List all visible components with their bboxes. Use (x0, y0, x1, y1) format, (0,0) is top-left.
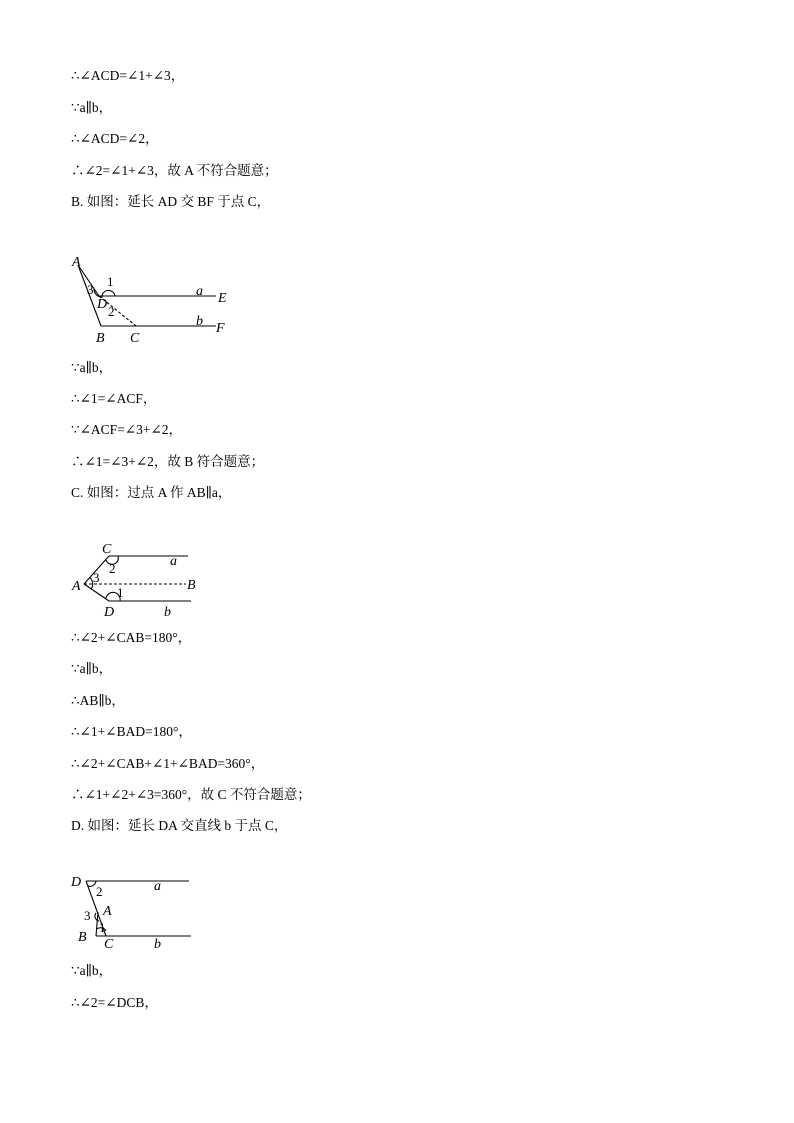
fig-d-label-3: 3 (84, 908, 91, 923)
text-line-9: ∴∠1=∠3+∠2，故 B 符合题意； (71, 454, 265, 469)
fig-b-label-3: 3 (87, 282, 94, 297)
text-line-14: ∴∠1+∠BAD=180°， (71, 724, 192, 739)
text-line-3: ∴∠ACD=∠2， (71, 131, 159, 146)
text-line-4: ∴∠2=∠1+∠3，故 A 不符合题意； (71, 163, 278, 178)
fig-b-label-F: F (216, 321, 225, 336)
fig-d-label-A: A (103, 904, 112, 919)
text-line-6: ∵a∥b， (71, 360, 113, 375)
fig-b-label-b: b (196, 314, 203, 329)
figure-b (66, 250, 246, 355)
text-line-5: B. 如图：延长 AD 交 BF 于点 C， (71, 194, 271, 209)
text-line-10: C. 如图：过点 A 作 AB∥a， (71, 485, 232, 500)
text-line-17: D. 如图：延长 DA 交直线 b 于点 C， (71, 818, 288, 833)
fig-b-label-D: D (97, 297, 108, 312)
text-line-19: ∴∠2=∠DCB， (71, 995, 158, 1010)
text-line-16: ∴∠1+∠2+∠3=360°，故 C 不符合题意； (71, 787, 311, 802)
fig-c-label-D: D (104, 605, 115, 620)
fig-c-label-b: b (164, 605, 171, 620)
figure-c-diagram (66, 538, 216, 623)
fig-b-label-B: B (96, 331, 105, 346)
text-line-2: ∵a∥b， (71, 100, 113, 115)
figure-d-diagram (66, 868, 206, 953)
fig-c-label-A: A (72, 579, 81, 594)
fig-c-label-3: 3 (93, 570, 100, 585)
fig-b-label-E: E (218, 291, 227, 306)
text-line-12: ∵a∥b， (71, 661, 113, 676)
fig-b-label-a: a (196, 284, 203, 299)
text-line-11: ∴∠2+∠CAB=180°， (71, 630, 192, 645)
fig-d-label-D: D (71, 875, 82, 890)
text-line-1: ∴∠ACD=∠1+∠3， (71, 68, 185, 83)
text-line-13: ∴AB∥b， (71, 693, 125, 708)
fig-b-label-C: C (130, 331, 140, 346)
fig-d-label-B: B (78, 930, 87, 945)
fig-d-label-C: C (104, 937, 114, 952)
text-line-7: ∴∠1=∠ACF， (71, 391, 157, 406)
figure-d (66, 868, 206, 958)
fig-c-label-1: 1 (117, 585, 124, 600)
text-line-8: ∵∠ACF=∠3+∠2， (71, 422, 183, 437)
fig-d-label-1: 1 (99, 920, 106, 935)
figure-b-diagram (66, 250, 246, 350)
fig-d-label-a: a (154, 879, 161, 894)
fig-d-label-2: 2 (96, 884, 103, 899)
fig-c-label-a: a (170, 554, 177, 569)
fig-b-label-1: 1 (107, 274, 114, 289)
fig-b-label-2: 2 (108, 304, 115, 319)
text-line-18: ∵a∥b， (71, 963, 113, 978)
fig-c-label-2: 2 (109, 561, 116, 576)
fig-c-label-C: C (102, 542, 112, 557)
figure-c (66, 538, 216, 628)
fig-c-label-B: B (187, 578, 196, 593)
text-line-15: ∴∠2+∠CAB+∠1+∠BAD=360°， (71, 756, 265, 771)
fig-d-label-b: b (154, 937, 161, 952)
fig-b-label-A: A (72, 255, 81, 270)
